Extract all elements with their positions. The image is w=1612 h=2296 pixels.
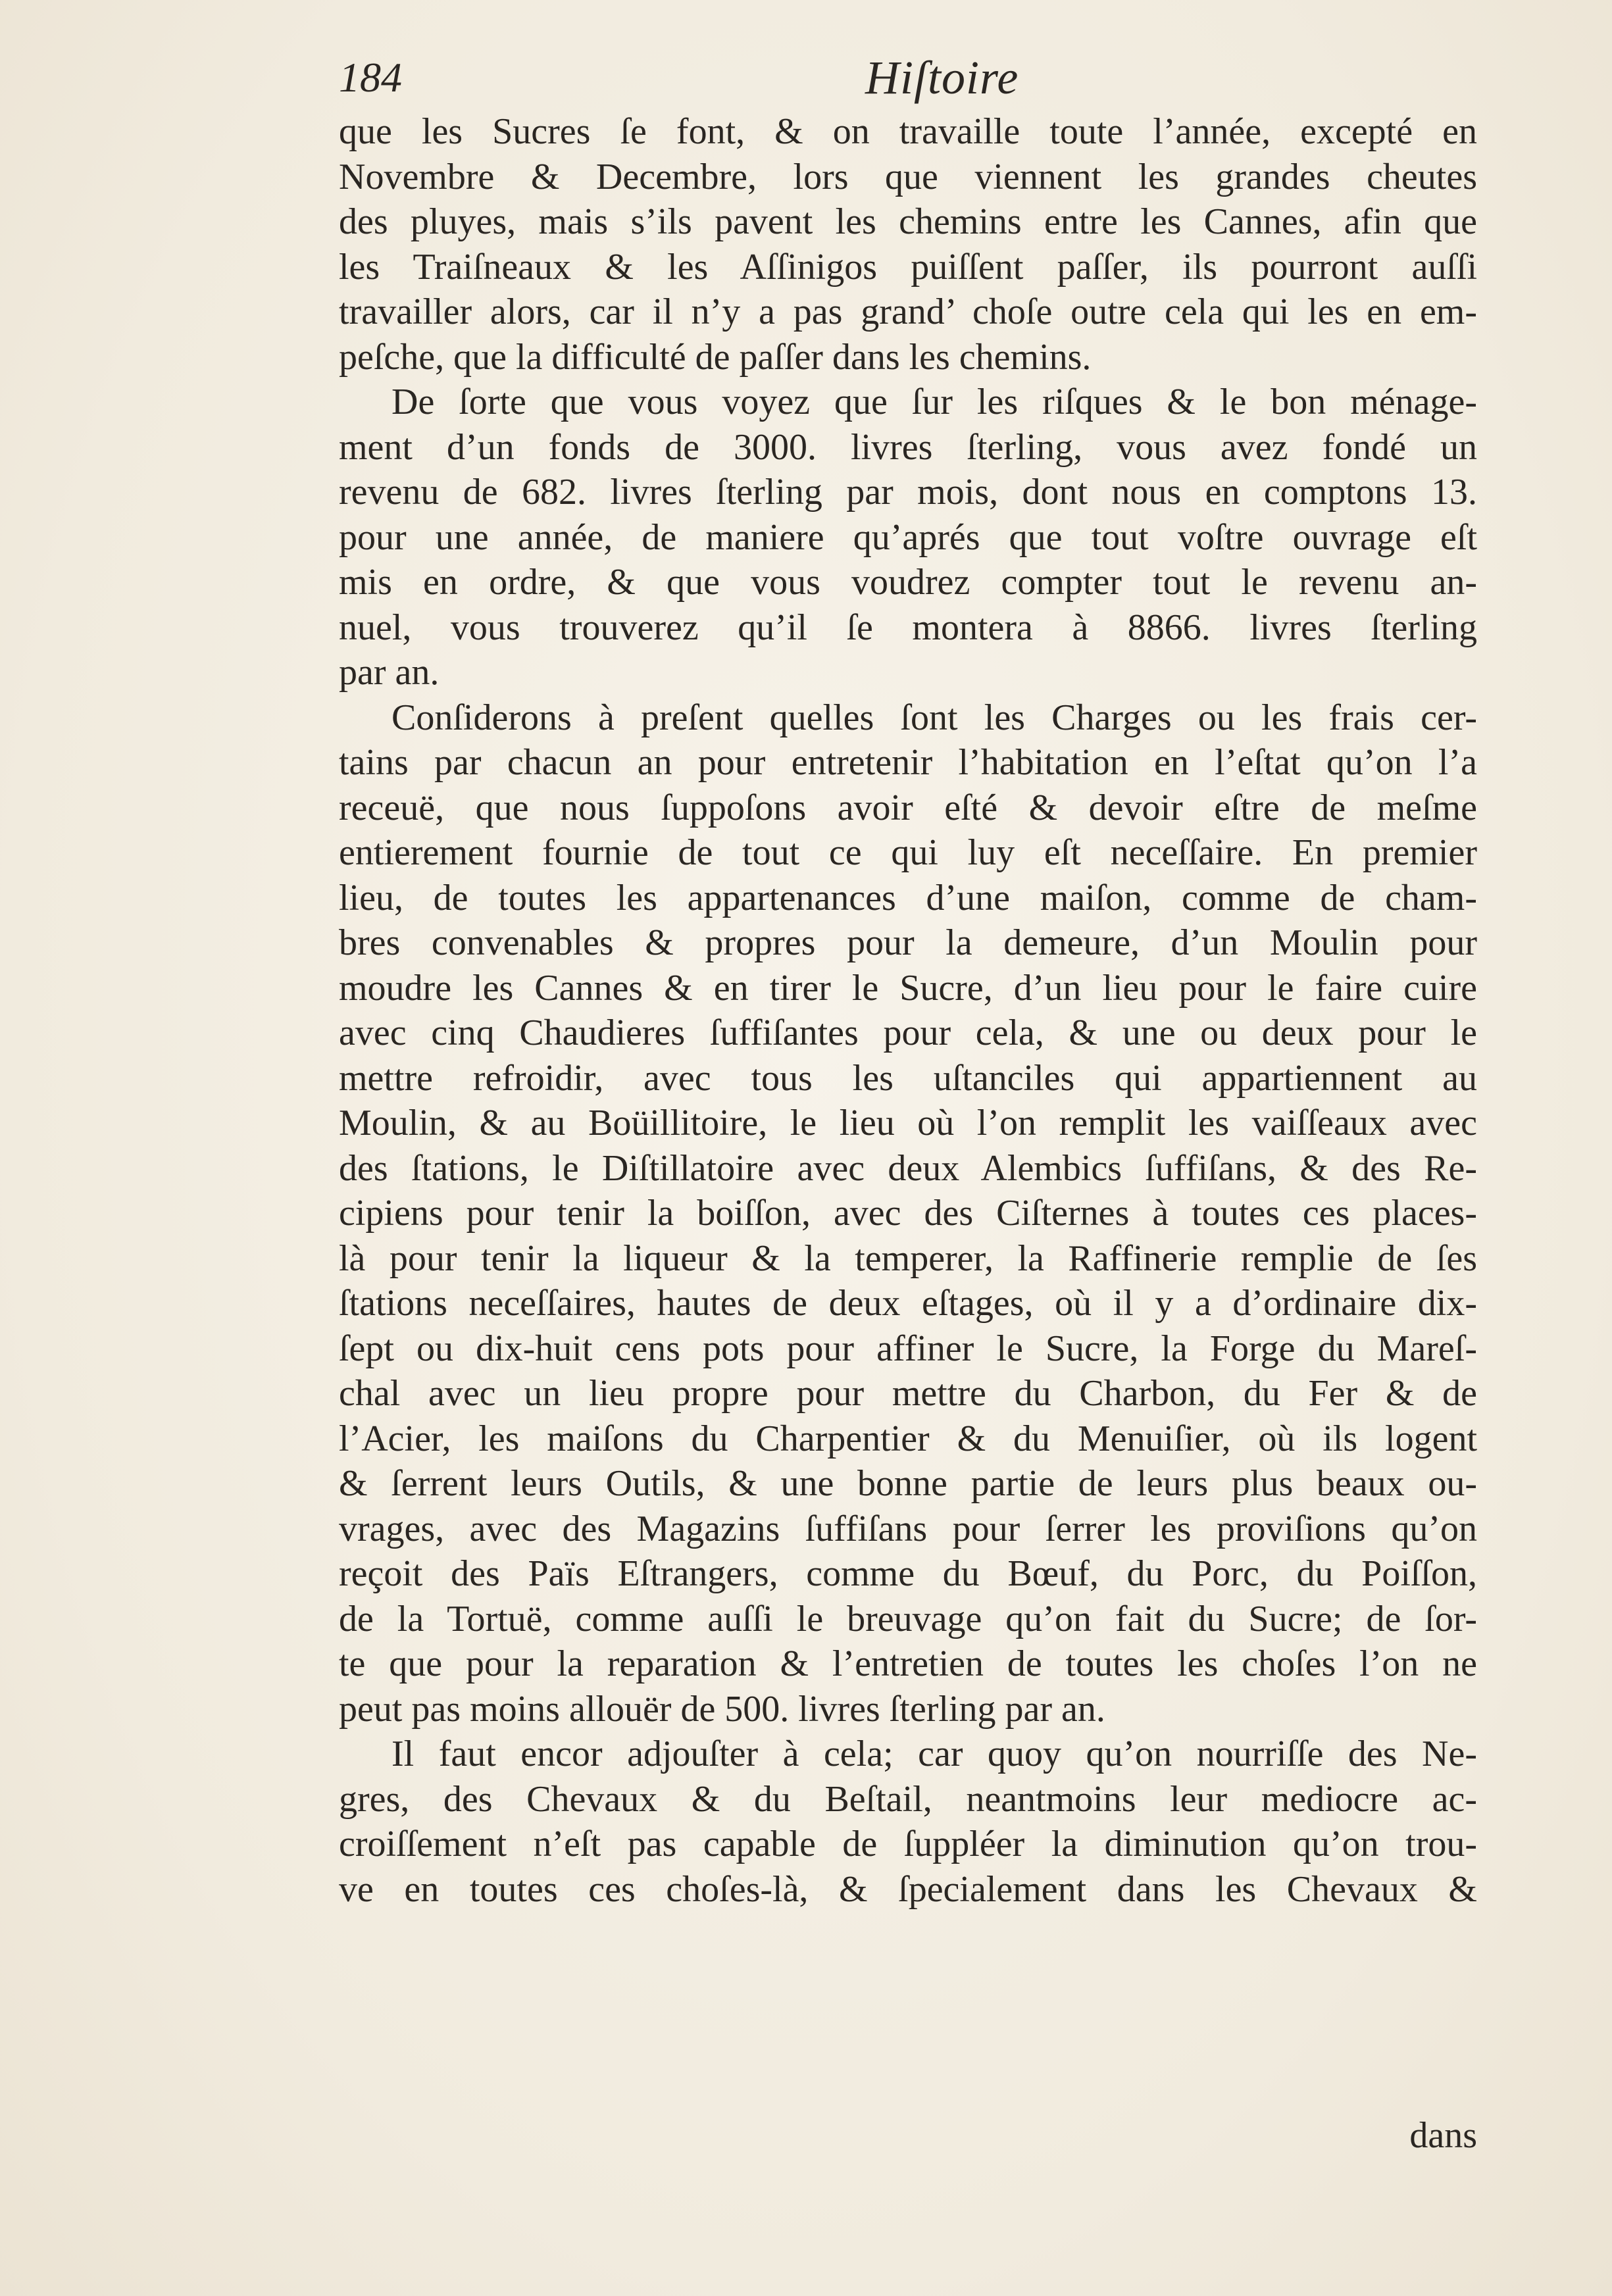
text-line: de la Tortuë, comme auſſi le breuvage qu’on fait du Sucre; de ſor- [339, 1598, 1477, 1639]
text-line: ment d’un fonds de 3000. livres ſterling, vous avez fondé un [339, 426, 1477, 468]
text-line: Novembre & Decembre, lors que viennent les grandes cheutes [339, 156, 1477, 197]
text-line: peut pas moins allouër de 500. livres ſterling par an. [339, 1688, 1105, 1730]
text-line: peſche, que la difficulté de paſſer dans les chemins. [339, 336, 1092, 378]
text-line: entierement fournie de tout ce qui luy eſt neceſſaire. En premier [339, 832, 1477, 873]
body-text [339, 109, 1477, 1912]
page-number: 184 [339, 54, 402, 101]
text-line: vrages, avec des Magazins ſuffiſans pour ſerrer les proviſions qu’on [339, 1508, 1477, 1549]
text-line: reçoit des Païs Eſtrangers, comme du Bœuf, du Porc, du Poiſſon, [339, 1553, 1477, 1594]
text-line: ve en toutes ces choſes-là, & ſpecialement dans les Chevaux & [339, 1868, 1477, 1910]
text-line: pour une année, de maniere qu’aprés que tout voſtre ouvrage eſt [339, 516, 1477, 558]
text-line: revenu de 682. livres ſterling par mois, dont nous en comptons 13. [339, 472, 1477, 512]
text-line: l’Acier, les maiſons du Charpentier & du Menuiſier, où ils logent [339, 1418, 1477, 1459]
text-line: & ſerrent leurs Outils, & une bonne partie de leurs plus beaux ou- [339, 1463, 1477, 1504]
text-line: receuë, que nous ſuppoſons avoir eſté & devoir eſtre de meſme [339, 787, 1477, 828]
text-line: gres, des Chevaux & du Beſtail, neantmoins leur mediocre ac- [339, 1778, 1477, 1820]
text-line: Il faut encor adjouſter à cela; car quoy qu’on nourriſſe des Ne- [391, 1734, 1477, 1774]
text-line: que les Sucres ſe font, & on travaille toute l’année, excepté en [339, 111, 1477, 152]
text-line: des pluyes, mais s’ils pavent les chemins entre les Cannes, afin que [339, 201, 1477, 242]
text-line: te que pour la reparation & l’entretien de toutes les choſes l’on ne [339, 1643, 1477, 1684]
text-line: tains par chacun an pour entretenir l’habitation en l’eſtat qu’on l’a [339, 742, 1477, 783]
catchword: dans [1409, 2115, 1477, 2156]
text-line: mettre refroidir, avec tous les uſtanciles qui appartiennent au [339, 1057, 1477, 1099]
text-line: bres convenables & propres pour la demeure, d’un Moulin pour [339, 922, 1477, 963]
text-line: Moulin, & au Boüillitoire, le lieu où l’on remplit les vaiſſeaux avec [339, 1103, 1477, 1143]
text-line: nuel, vous trouverez qu’il ſe montera à 8866. livres ſterling [339, 607, 1477, 648]
text-line: chal avec un lieu propre pour mettre du Charbon, du Fer & de [339, 1373, 1477, 1414]
text-line: mis en ordre, & que vous voudrez compter tout le revenu an- [339, 562, 1477, 603]
running-title: Hiſtoire [865, 51, 1019, 104]
text-line: croiſſement n’eſt pas capable de ſuppléer la diminution qu’on trou- [339, 1824, 1477, 1864]
text-line: des ſtations, le Diſtillatoire avec deux Alembics ſuffiſans, & des Re- [339, 1147, 1477, 1189]
text-line: ſtations neceſſaires, hautes de deux eſtages, où il y a d’ordinaire dix- [339, 1283, 1477, 1324]
page-header [339, 51, 1477, 104]
text-line: moudre les Cannes & en tirer le Sucre, d’un lieu pour le faire cuire [339, 967, 1477, 1009]
text-line: De ſorte que vous voyez que ſur les riſques & le bon ménage- [391, 382, 1477, 422]
text-line: travailler alors, car il n’y a pas grand’ choſe outre cela qui les en em- [339, 291, 1477, 332]
text-line: par an. [339, 652, 440, 693]
text-line: les Traiſneaux & les Aſſinigos puiſſent paſſer, ils pourront auſſi [339, 246, 1477, 287]
text-line: avec cinq Chaudieres ſuffiſantes pour cela, & une ou deux pour le [339, 1012, 1477, 1053]
text-line: là pour tenir la liqueur & la temperer, la Raffinerie remplie de ſes [339, 1237, 1477, 1279]
text-line: lieu, de toutes les appartenances d’une maiſon, comme de cham- [339, 877, 1477, 918]
text-line: ſept ou dix-huit cens pots pour affiner le Sucre, la Forge du Mareſ- [339, 1328, 1477, 1369]
text-line: cipiens pour tenir la boiſſon, avec des Ciſternes à toutes ces places- [339, 1193, 1477, 1234]
text-line: Conſiderons à preſent quelles ſont les Charges ou les frais cer- [391, 697, 1477, 738]
